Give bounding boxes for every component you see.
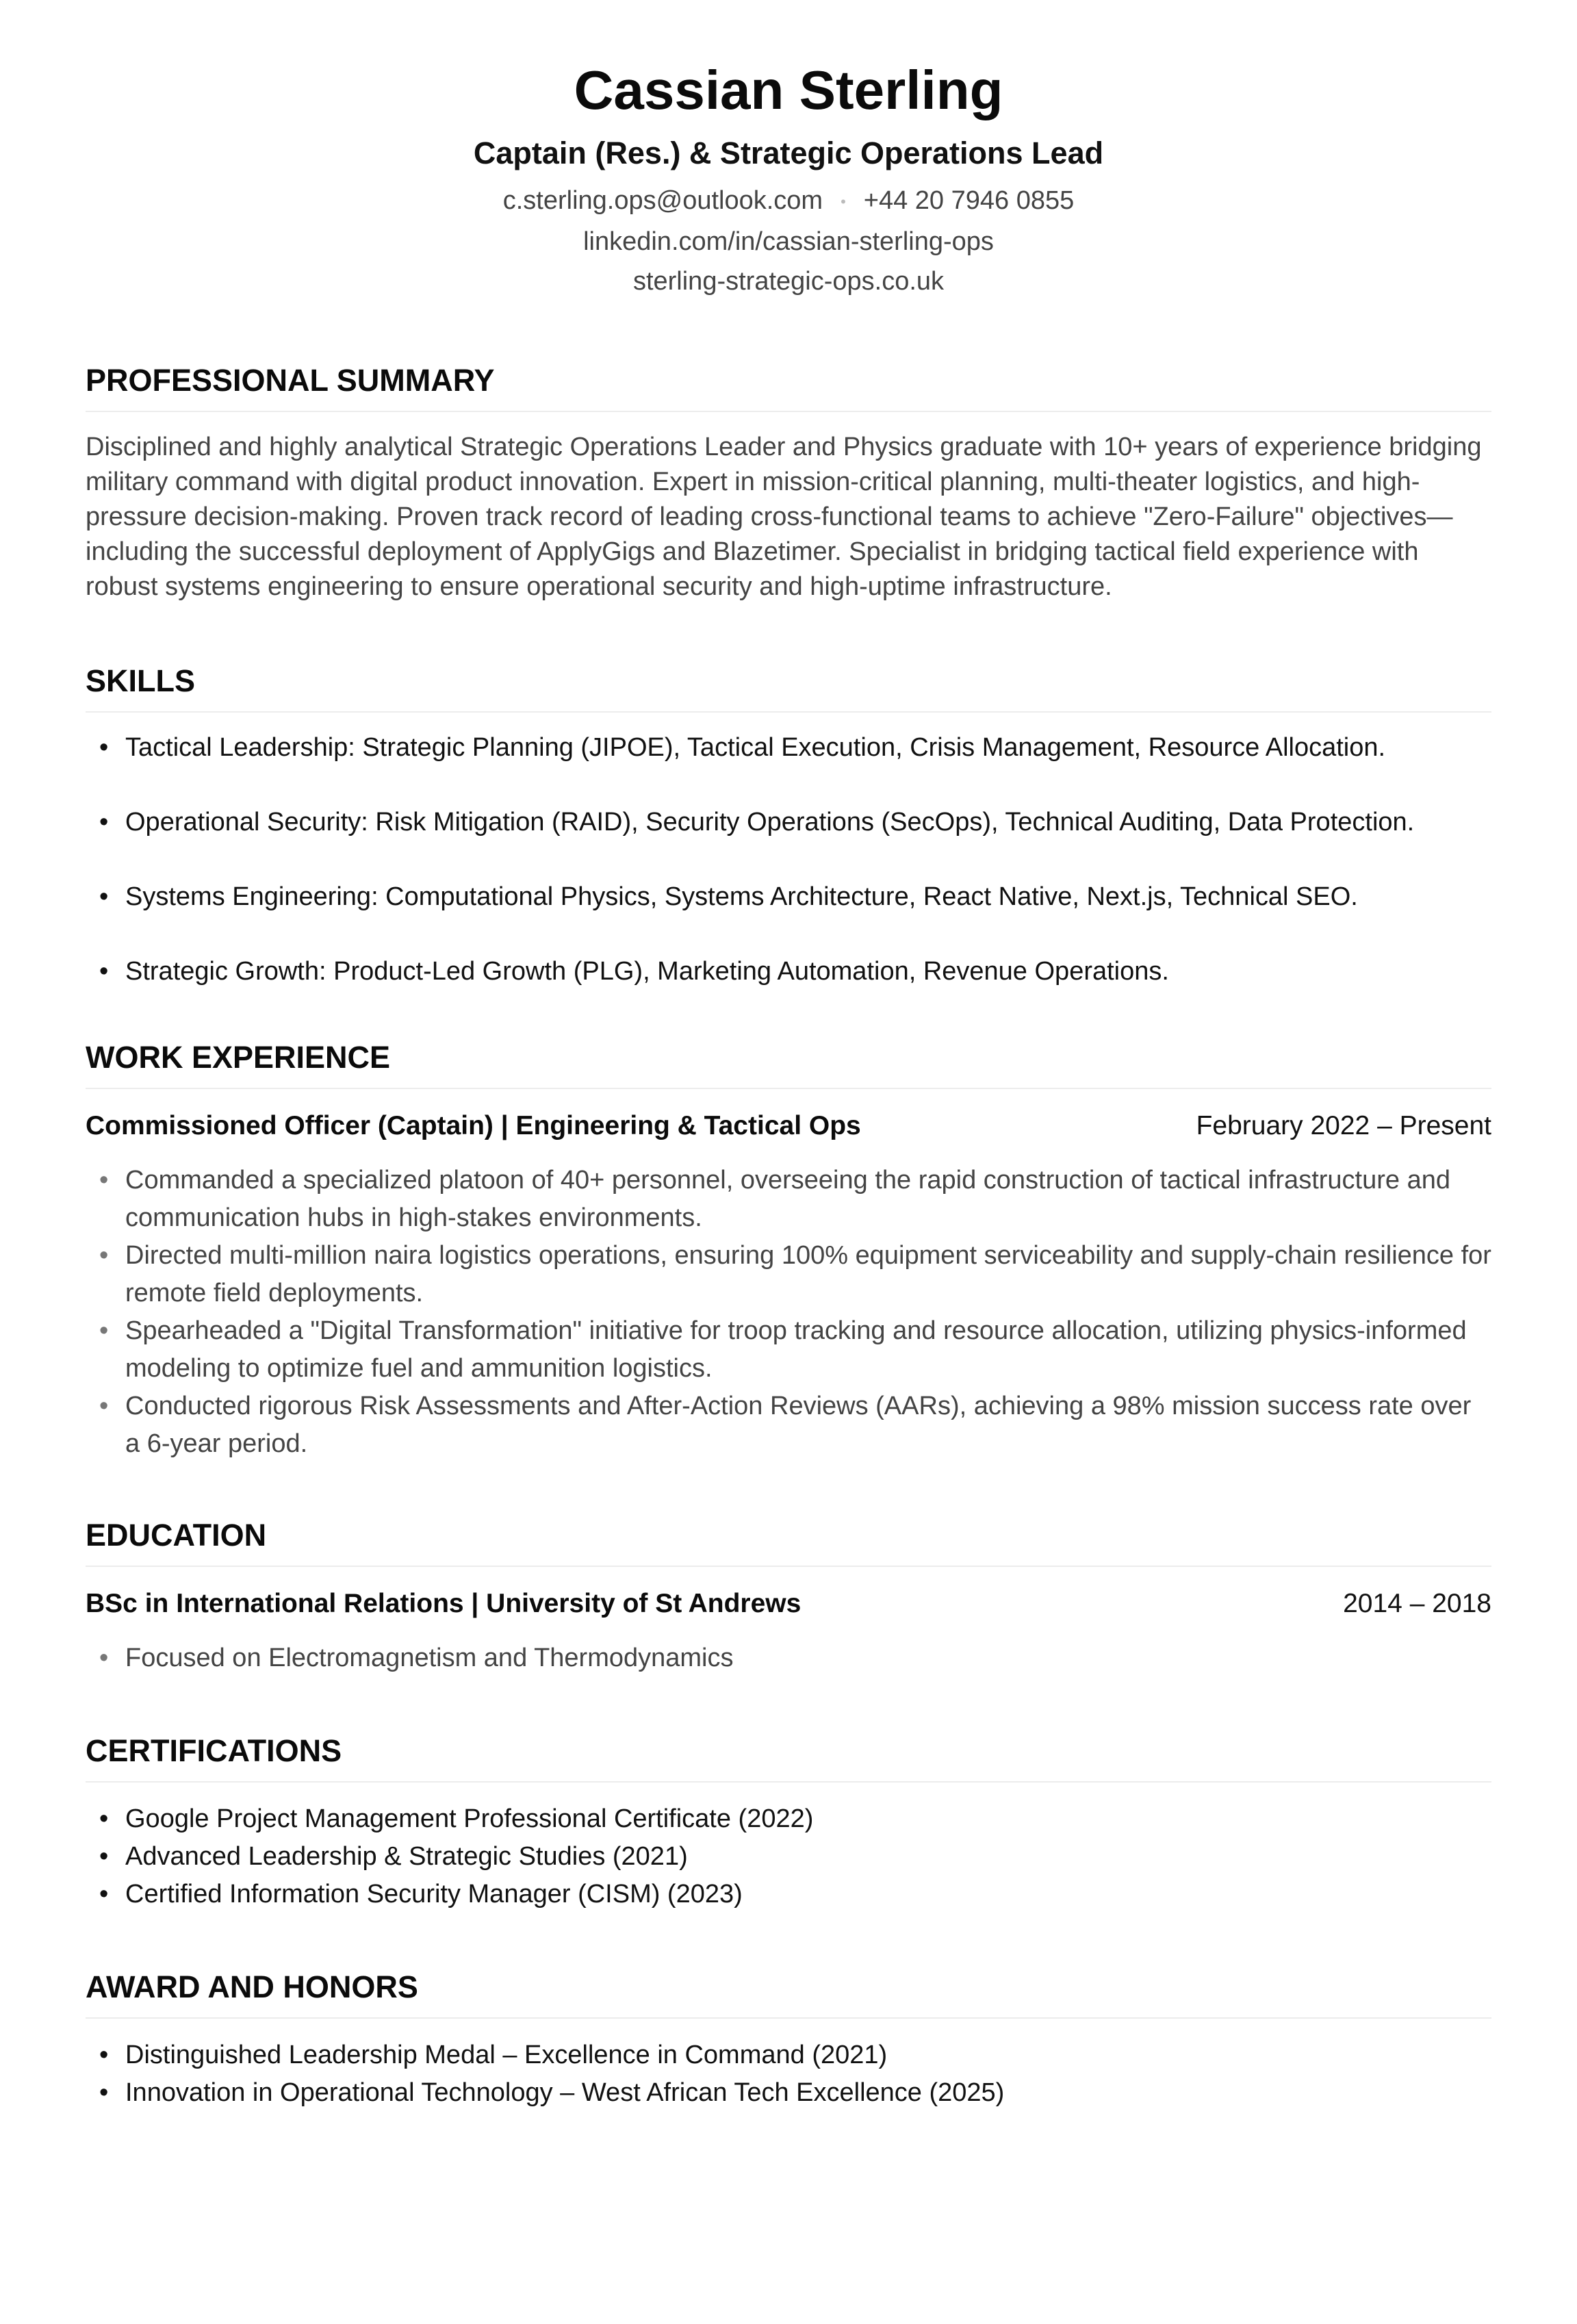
section-heading-awards: AWARD AND HONORS (86, 1968, 1491, 2019)
job-bullet: • Directed multi-million naira logistics operations, ensuring 100% equipment serviceability and supply-chain resilience for remote field deployments. (86, 1237, 1491, 1312)
section-heading-experience: WORK EXPERIENCE (86, 1038, 1491, 1089)
education-dates: 2014 – 2018 (1343, 1588, 1491, 1618)
skill-item: • Strategic Growth: Product-Led Growth (PLG), Marketing Automation, Revenue Operations. (86, 953, 1491, 991)
section-heading-certifications: CERTIFICATIONS (86, 1732, 1491, 1783)
certification-item: • Google Project Management Professional Certificate (2022) (86, 1800, 1491, 1838)
resume-header (86, 59, 1491, 301)
education-bullet: • Focused on Electromagnetism and Thermodynamics (86, 1639, 1491, 1677)
award-item: • Distinguished Leadership Medal – Excellence in Command (2021) (86, 2036, 1491, 2074)
candidate-title: Captain (Res.) & Strategic Operations Lead (473, 136, 1104, 170)
skill-item: • Tactical Leadership: Strategic Planning (JIPOE), Tactical Execution, Crisis Management, Resource Allocation. (86, 729, 1491, 767)
phone-text: +44 20 7946 0855 (863, 186, 1075, 215)
job-bullet: • Commanded a specialized platoon of 40+ personnel, overseeing the rapid construction of tactical infrastructure and communication hubs in high-stakes environments. (86, 1162, 1491, 1237)
skill-item: • Operational Security: Risk Mitigation (RAID), Security Operations (SecOps), Technical Auditing, Data Protection. (86, 804, 1491, 841)
job-header (86, 1108, 1491, 1144)
education-header (86, 1586, 1491, 1622)
certifications-section (86, 1732, 1491, 1913)
certification-item: • Certified Information Security Manager (CISM) (2023) (86, 1876, 1491, 1913)
job-bullet: • Spearheaded a "Digital Transformation" initiative for troop tracking and resource allocation, utilizing physics-informed modeling to optimize fuel and ammunition logistics. (86, 1312, 1491, 1388)
summary-text: Disciplined and highly analytical Strategic Operations Leader and Physics graduate with 10+ years of experience bridging military command with digital product innovation. Expert in mission-critical planning, multi-theater logistics, and high-pressure decision-making. Proven track record of leading cross-functional teams to achieve "Zero-Failure" objectives—including the successful deployment of ApplyGigs and Blazetimer. Specialist in bridging tactical field experience with robust systems engineering to ensure operational security and high-uptime infrastructure. (86, 432, 1482, 601)
summary-section (86, 361, 1491, 604)
certifications-list (86, 1800, 1491, 1913)
job-dates: February 2022 – Present (1196, 1110, 1491, 1140)
skills-list (86, 729, 1491, 991)
job-title: Commissioned Officer (Captain) | Engineering & Tactical Ops (86, 1110, 861, 1140)
section-heading-summary: PROFESSIONAL SUMMARY (86, 361, 1491, 412)
certification-item: • Advanced Leadership & Strategic Studies (2021) (86, 1838, 1491, 1876)
education-bullets (86, 1639, 1491, 1677)
section-heading-skills: SKILLS (86, 662, 1491, 713)
section-heading-education: EDUCATION (86, 1516, 1491, 1567)
education-section (86, 1516, 1491, 1677)
skill-item: • Systems Engineering: Computational Physics, Systems Architecture, React Native, Next.js, Technical SEO. (86, 878, 1491, 916)
candidate-name: Cassian Sterling (574, 60, 1003, 120)
website-text: sterling-strategic-ops.co.uk (632, 266, 945, 296)
contact-row (86, 181, 1491, 222)
experience-section (86, 1038, 1491, 1463)
linkedin-text: linkedin.com/in/cassian-sterling-ops (583, 227, 994, 256)
awards-section (86, 1968, 1491, 2112)
job-bullet: • Conducted rigorous Risk Assessments and After-Action Reviews (AARs), achieving a 98% mission success rate over a 6-year period. (86, 1388, 1491, 1463)
email-text: c.sterling.ops@outlook.com (502, 186, 823, 215)
awards-list (86, 2036, 1491, 2112)
skills-section (86, 662, 1491, 991)
contact-separator: • (841, 192, 846, 210)
degree-title: BSc in International Relations | University of St Andrews (86, 1588, 802, 1618)
job-bullets (86, 1162, 1491, 1463)
award-item: • Innovation in Operational Technology – West African Tech Excellence (2025) (86, 2074, 1491, 2112)
